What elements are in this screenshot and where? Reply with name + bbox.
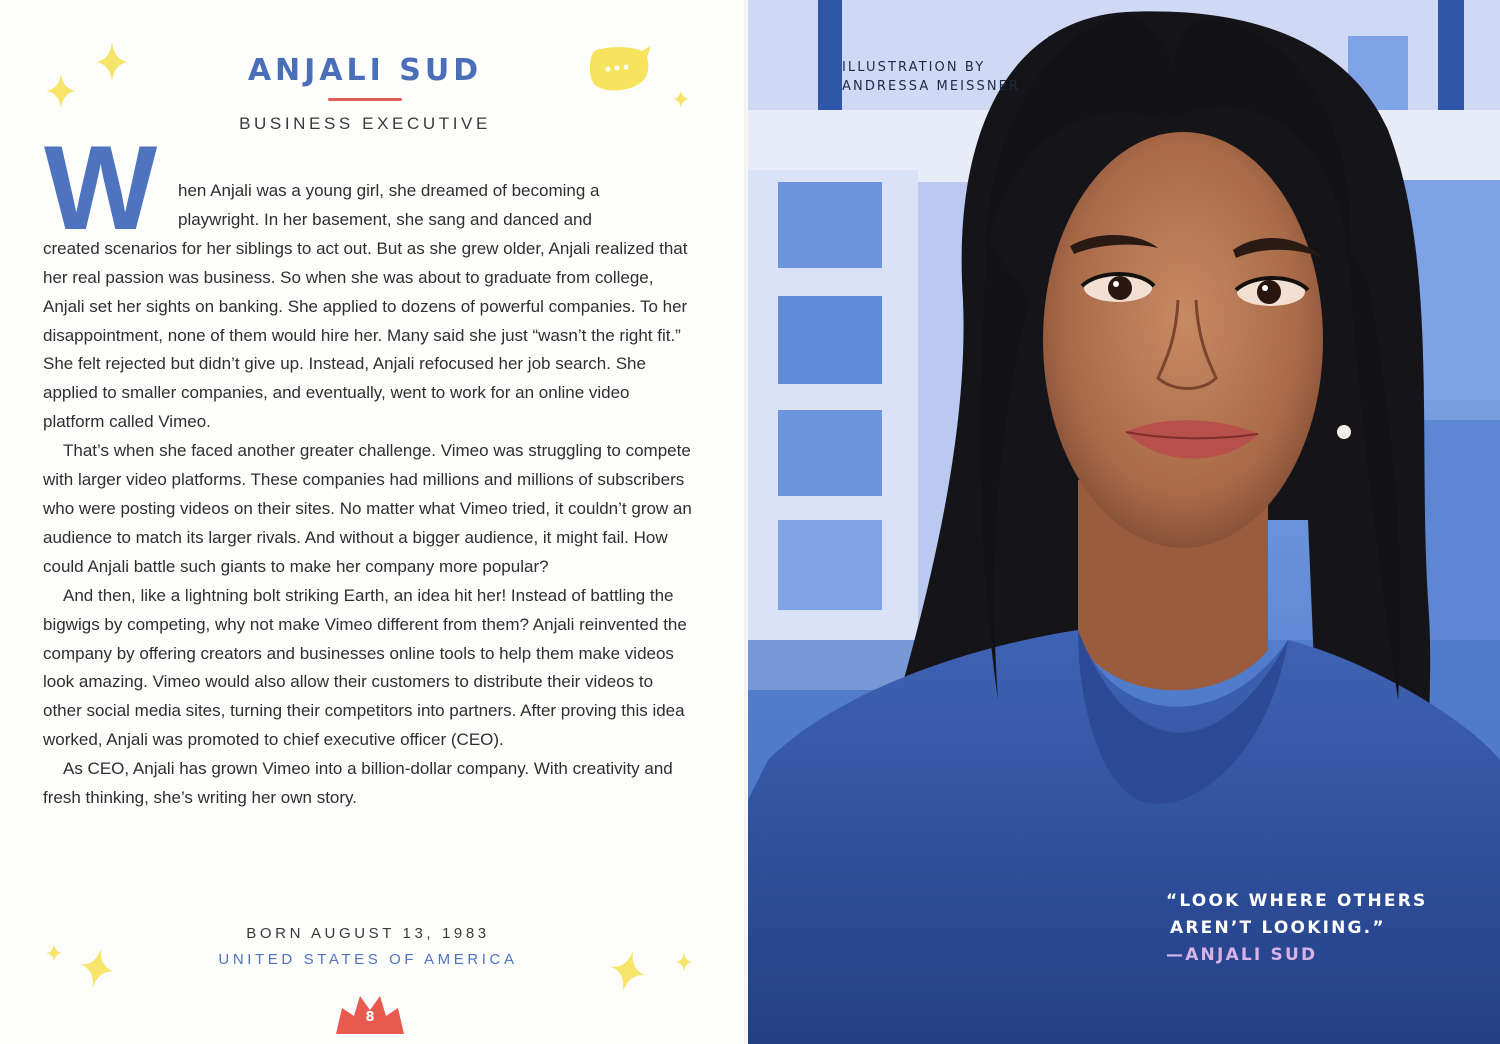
- page-number-badge: [334, 992, 406, 1036]
- credit-line: ILLUSTRATION BY: [842, 60, 986, 75]
- paragraph: As CEO, Anjali has grown Vimeo into a billion-dollar company. With creativity and fresh thinking, she’s writing her own story.: [43, 759, 673, 808]
- illustration-page: [748, 0, 1500, 1044]
- sparkle-icon: [673, 90, 689, 108]
- sparkle-icon: [80, 948, 114, 988]
- sparkle-icon: [46, 944, 62, 962]
- country: UNITED STATES OF AMERICA: [218, 951, 518, 968]
- occupation-subtitle: BUSINESS EXECUTIVE: [239, 114, 491, 133]
- illustrator-name: ANDRESSA MEISSNER: [842, 79, 1021, 94]
- illustration-credit: [842, 58, 1020, 96]
- quote-attribution: —ANJALI SUD: [1166, 945, 1318, 965]
- drop-cap: W: [44, 121, 152, 255]
- left-page: [0, 0, 748, 1044]
- sparkle-icon: [610, 950, 646, 992]
- paragraph: And then, like a lightning bolt striking Earth, an idea hit her! Instead of battling the bigwigs by competing, why not make Vimeo different from them? Anjali reinvented the company by offering creators and businesses online tools to help them make videos look amazing. Vimeo would also allow their customers to distribute their videos to other social media sites, turning their competitors into partners. After proving this idea worked, Anjali was promoted to chief executive officer (CEO).: [43, 585, 687, 750]
- paragraph: created scenarios for her siblings to act out. But as she grew older, Anjali realized that her real passion was business. So when she was about to graduate from college, Anjali set her sights on banking. She applied to dozens of powerful companies. To her disappointment, none of them would hire her. Many said she just “wasn’t the right fit.” She felt rejected but didn’t give up. Instead, Anjali refocused her job search. She applied to smaller companies, and eventually, went to work for an online video platform called Vimeo.: [43, 238, 688, 432]
- page-number: 8: [365, 1010, 375, 1025]
- sparkle-icon: [676, 952, 692, 972]
- paragraph-line: playwright. In her basement, she sang and danced and: [178, 209, 592, 229]
- paragraph-line: hen Anjali was a young girl, she dreamed of becoming a: [178, 181, 600, 200]
- quote: [1166, 888, 1427, 969]
- biography-text: [43, 177, 693, 813]
- paragraph: That’s when she faced another greater challenge. Vimeo was struggling to compete with larger video platforms. These companies had millions and millions of subscribers who were posting videos on their sites. No matter what Vimeo tried, it couldn’t grow an audience to match its larger rivals. And without a bigger audience, it might fail. How could Anjali battle such giants to make her company more popular?: [43, 441, 692, 576]
- title-underline: [328, 98, 402, 101]
- sparkle-icon: [96, 42, 128, 82]
- birth-date: BORN AUGUST 13, 1983: [246, 925, 490, 942]
- page-title: ANJALI SUD: [247, 53, 483, 88]
- quote-line: AREN’T LOOKING.”: [1170, 918, 1386, 938]
- quote-line: “LOOK WHERE OTHERS: [1166, 891, 1428, 911]
- speech-bubble-icon: [588, 44, 652, 94]
- sparkle-icon: [46, 74, 76, 108]
